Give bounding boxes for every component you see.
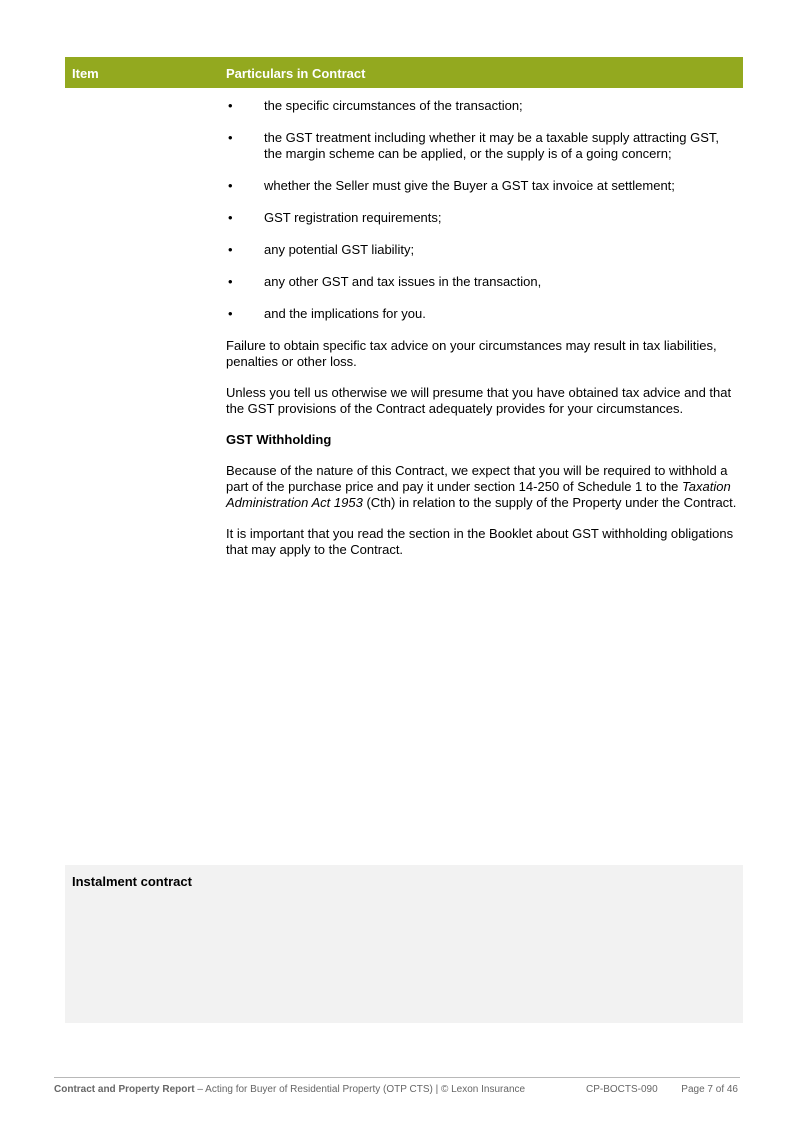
failure-paragraph: Failure to obtain specific tax advice on your circumstances may result in tax liabilities, penalties or other loss.	[226, 338, 717, 369]
bullet-icon: •	[228, 210, 233, 225]
list-item: • whether the Seller must give the Buyer a GST tax invoice at settlement;	[228, 178, 675, 193]
booklet-paragraph: It is important that you read the section in the Booklet about GST withholding obligations that may apply to the Contract.	[226, 526, 734, 557]
act-title: Taxation Administration Act 1953	[226, 479, 731, 510]
bullet-icon: •	[228, 130, 233, 145]
gst-particulars	[226, 98, 738, 573]
instalment-contract-label: Instalment contract	[72, 874, 192, 889]
list-item: • GST registration requirements;	[228, 210, 442, 225]
bullet-icon: •	[228, 306, 233, 321]
instalment-contract-row	[65, 865, 743, 1023]
bullet-icon: •	[228, 178, 233, 193]
list-item: • the GST treatment including whether it may be a taxable supply attracting GST, the margin scheme can be applied, or the supply is of a going concern;	[228, 130, 719, 161]
list-item: • any potential GST liability;	[228, 242, 415, 257]
list-item: • the specific circumstances of the transaction;	[228, 98, 523, 113]
gst-advice-list	[226, 98, 738, 322]
list-item: • and the implications for you.	[228, 306, 426, 321]
gst-withholding-heading: GST Withholding	[226, 432, 332, 447]
bullet-icon: •	[228, 274, 233, 289]
list-item: • any other GST and tax issues in the transaction,	[228, 274, 542, 289]
footer-divider	[54, 1077, 740, 1078]
column-header-item: Item	[72, 66, 99, 81]
footer-page-number: Page 7 of 46	[681, 1084, 738, 1095]
footer-document-title: Contract and Property Report – Acting for Buyer of Residential Property (OTP CTS) | © Lexon Insurance	[54, 1084, 526, 1095]
presumption-paragraph: Unless you tell us otherwise we will presume that you have obtained tax advice and that the GST provisions of the Contract adequately provides for your circumstances.	[226, 385, 732, 416]
bullet-icon: •	[228, 242, 233, 257]
table-header	[65, 57, 743, 88]
column-header-particulars: Particulars in Contract	[226, 66, 366, 81]
bullet-icon: •	[228, 98, 233, 113]
footer-document-code: CP-BOCTS-090	[586, 1084, 658, 1095]
withholding-paragraph: Because of the nature of this Contract, we expect that you will be required to withhold a part of the purchase price and pay it under section 14-250 of Schedule 1 to the Taxation Administration Act 1953 (Cth) in relation to the supply of the Property under the Contract.	[226, 463, 737, 510]
